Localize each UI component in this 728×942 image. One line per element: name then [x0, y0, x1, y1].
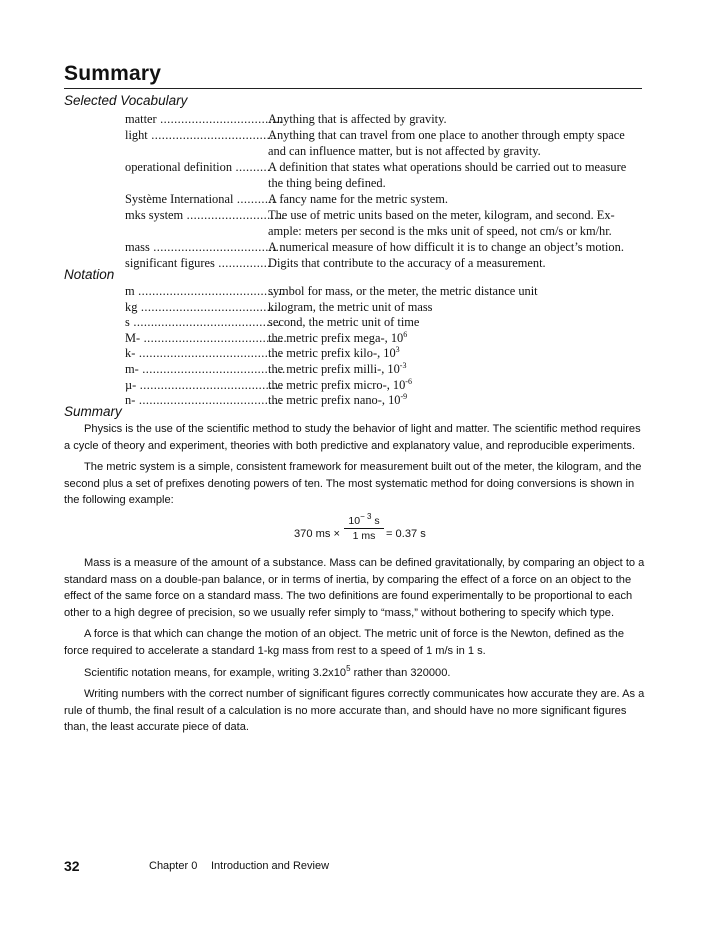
leader-dots: ............... — [214, 255, 271, 270]
summary-paragraph: Physics is the use of the scientific method to study the behavior of light and matter. The scientific method requires a cycle of theory and experiment, theories with both predictive and explanatory value, and reproducible experiments. — [64, 423, 641, 452]
page-number: 32 — [64, 858, 80, 874]
notation-row — [125, 362, 645, 378]
notation-definition — [265, 362, 645, 378]
vocab-row — [125, 176, 645, 192]
leader-dots: ......................................... — [140, 330, 288, 345]
summary-paragraph: A force is that which can change the motion of an object. The metric unit of force is the Newton, defined as the force required to accelerate a standard 1-kg mass from rest to a speed of 1 m/s in 1 s. — [64, 628, 624, 657]
notation-symbol: n- ......................................... — [125, 393, 283, 408]
summary-paragraph: Mass is a measure of the amount of a substance. Mass can be defined gravitationally, by comparing an object to a standard mass on a double-pan balance, or in terms of inertia, by comparing the effect of a force on an object to the effect of the same force on a standard mass. The two definitions are found experimentally to be proportional to each other to a high degree of precision, so we usually refer simply to “mass,” without bothering to specify which type. — [64, 556, 645, 619]
vocab-definition: ample: meters per second is the mks unit of speed, not cm/s or km/hr. — [268, 223, 612, 238]
vocab-row — [125, 256, 645, 272]
notation-row — [125, 300, 645, 316]
leader-dots: .......... — [232, 159, 271, 174]
notation-definition — [265, 331, 645, 347]
notation-row — [125, 315, 645, 331]
vocab-row — [125, 192, 645, 208]
leader-dots: .......................................... — [129, 315, 281, 330]
sci-notation-exponent: 5 — [346, 663, 351, 673]
vocab-definition: A numerical measure of how difficult it is to change an object’s motion. — [268, 239, 624, 254]
page-title: Summary — [64, 62, 162, 85]
notation-exponent: 3 — [395, 345, 400, 355]
vocab-term: Système International ........... — [125, 191, 276, 206]
notation-symbol: s .......................................... — [125, 315, 281, 330]
vocab-definition: The use of metric units based on the meter, kilogram, and second. Ex- — [268, 207, 615, 222]
vocab-term: matter ................................... — [125, 112, 283, 126]
vocab-term: light .................................... — [125, 127, 278, 142]
notation-text: the metric prefix kilo-, 10 — [268, 346, 396, 361]
vocab-term-spacer — [125, 144, 265, 160]
leader-dots: ......................................... — [135, 393, 283, 408]
vocab-term-spacer — [125, 176, 265, 192]
notation-symbol: k- ......................................... — [125, 346, 283, 361]
leader-dots: ........... — [233, 191, 276, 206]
notation-list — [125, 284, 645, 409]
vocab-definition: Digits that contribute to the accuracy of a measurement. — [268, 255, 546, 270]
leader-dots: ................................... — [156, 112, 283, 126]
notation-text: the metric prefix micro-, 10 — [268, 377, 406, 392]
vocab-definition: A fancy name for the metric system. — [268, 191, 448, 206]
summary-paragraph — [64, 665, 648, 682]
leader-dots: .......................................... — [134, 284, 286, 298]
chapter-title: Introduction and Review — [211, 860, 330, 872]
title-rule — [64, 88, 642, 89]
notation-definition — [265, 393, 645, 409]
equation-numerator — [344, 511, 384, 529]
vocab-row — [125, 144, 645, 160]
notation-definition — [265, 346, 645, 362]
notation-text: second, the metric unit of time — [268, 315, 420, 330]
vocab-definition: Anything that can travel from one place to another through empty space — [268, 127, 625, 142]
numerator-unit: s — [371, 514, 380, 527]
leader-dots: ............................ — [183, 207, 285, 222]
vocab-term: significant figures ............... — [125, 255, 271, 270]
notation-text: the metric prefix milli-, 10 — [268, 361, 400, 376]
summary-heading: Summary — [64, 404, 122, 419]
notation-definition — [265, 378, 645, 394]
notation-definition — [265, 300, 645, 316]
notation-exponent: -9 — [400, 392, 408, 402]
equation-denominator: 1 ms — [352, 529, 376, 542]
notation-symbol: m .......................................... — [125, 284, 286, 298]
vocab-row — [125, 160, 645, 176]
notation-text: kilogram, the metric unit of mass — [268, 299, 433, 314]
notation-row — [125, 331, 645, 347]
notation-text: the metric prefix nano-, 10 — [268, 393, 401, 408]
vocab-row — [125, 224, 645, 240]
equation-lhs: 370 ms × — [294, 527, 340, 540]
vocab-term: operational definition .......... — [125, 159, 271, 174]
summary-paragraph: Writing numbers with the correct number of significant figures correctly communicates how accurate they are. As a rule of thumb, the final result of a calculation is no more accurate than, and should have no more significant figures than, the least accurate piece of data. — [64, 688, 645, 734]
notation-exponent: 6 — [403, 329, 408, 339]
notation-exponent: -3 — [399, 360, 407, 370]
notation-text: the metric prefix mega-, 10 — [268, 330, 404, 345]
notation-definition — [265, 284, 645, 300]
summary-body — [64, 421, 648, 741]
numerator-exponent: − 3 — [360, 511, 372, 521]
equation-rhs: = 0.37 s — [386, 527, 426, 540]
sci-notation-text-end: rather than 320000. — [350, 666, 451, 679]
vocab-term-spacer — [125, 224, 265, 240]
leader-dots: ...................................... — [149, 239, 287, 254]
vocab-term: mass ...................................... — [125, 239, 287, 254]
vocabulary-heading: Selected Vocabulary — [64, 93, 188, 108]
vocab-row — [125, 112, 645, 128]
vocab-definition: the thing being defined. — [268, 175, 386, 190]
notation-symbol: M- ......................................... — [125, 330, 288, 345]
leader-dots: .................................... — [147, 127, 278, 142]
vocab-definition: and can influence matter, but is not affected by gravity. — [268, 143, 541, 158]
notation-symbol: m- ......................................... — [125, 361, 286, 376]
summary-paragraph: The metric system is a simple, consistent framework for measurement built out of the meter, the kilogram, and the second plus a set of prefixes denoting powers of ten. The most systematic method for doing conversions is shown in the following example: — [64, 461, 642, 507]
conversion-equation — [64, 511, 648, 552]
notation-definition — [265, 315, 645, 331]
notation-row — [125, 284, 645, 300]
vocab-term: mks system ............................ — [125, 207, 285, 222]
leader-dots: ......................................... — [136, 377, 284, 392]
leader-dots: ......................................... — [135, 346, 283, 361]
vocab-definition: Anything that is affected by gravity. — [268, 112, 447, 126]
vocab-row — [125, 208, 645, 224]
notation-row — [125, 346, 645, 362]
notation-heading: Notation — [64, 267, 115, 282]
vocab-row — [125, 128, 645, 144]
leader-dots: ......................................... — [138, 361, 286, 376]
notation-row — [125, 393, 645, 409]
leader-dots: ......................................... — [137, 299, 285, 314]
numerator-base: 10 — [348, 514, 361, 527]
chapter-label: Chapter 0 — [149, 860, 198, 872]
vocab-row — [125, 240, 645, 256]
vocabulary-list — [125, 112, 645, 272]
notation-symbol: µ- ......................................... — [125, 377, 284, 392]
notation-exponent: -6 — [405, 376, 412, 386]
equation-fraction — [344, 511, 384, 543]
sci-notation-text: Scientific notation means, for example, writing 3.2x10 — [84, 666, 347, 679]
notation-row — [125, 378, 645, 394]
notation-text: symbol for mass, or the meter, the metric distance unit — [268, 284, 538, 298]
notation-symbol: kg ......................................... — [125, 299, 285, 314]
vocab-definition: A definition that states what operations should be carried out to measure — [268, 159, 627, 174]
